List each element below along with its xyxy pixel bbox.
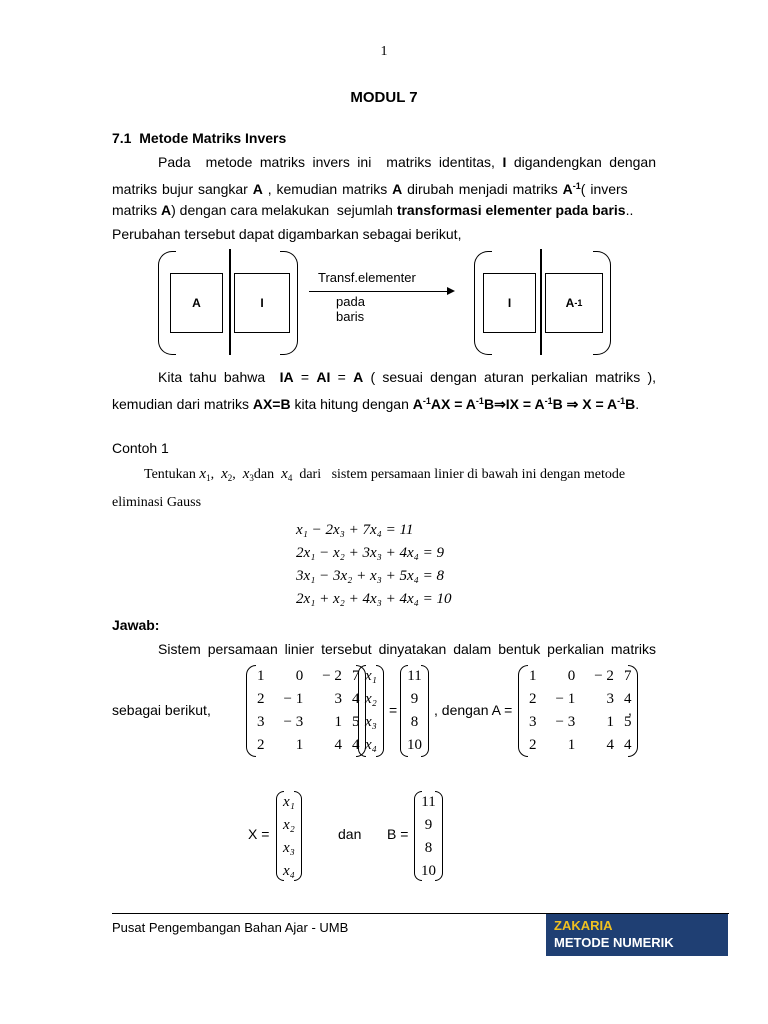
dan-label: dan <box>338 826 362 842</box>
equals-sign: = <box>389 702 398 718</box>
vector-b: 11 9 8 10 <box>414 791 441 883</box>
section-heading: 7.1 Metode Matriks Invers <box>112 130 287 146</box>
intro-line-2: matriks bujur sangkar A , kemudian matriks A dirubah menjadi matriks $A^{-1}$( invers <box>112 181 628 197</box>
contoh-line-1: Tentukan $x_1$, $x_2$, $x_3dan$ $x_4$ dari sistem persamaan linier di bawah ini dengan metode <box>144 466 626 483</box>
divider-line-result <box>540 249 542 355</box>
matrix-a-product: 1 0 − 2 7 2 − 1 3 4 3 − 3 1 5 2 1 4 4 <box>246 665 364 757</box>
badge-author: ZAKARIA <box>554 918 613 933</box>
box-i-result: I <box>483 273 536 333</box>
intro-line-1: Pada metode matriks invers ini matriks identitas, I digandengkan dengan <box>158 154 657 170</box>
box-i: I <box>234 273 290 333</box>
b-label: B = <box>387 826 409 842</box>
equation-2: 2x₁ − x₂ + 3x₃ + 4x₄ = 9 <box>296 545 444 561</box>
equation-4: 2x₁ + x₂ + 4x₃ + 4x₄ = 10 <box>296 591 452 607</box>
jawab-label: Jawab: <box>112 617 160 633</box>
contoh-line-2: eliminasi Gauss <box>112 495 202 510</box>
badge-course: METODE NUMERIK <box>554 935 674 950</box>
equation-3: 3x₁ − 3x₂ + x₃ + 5x₄ = 8 <box>296 568 444 584</box>
page-number: 1 <box>380 44 388 59</box>
module-title: MODUL 7 <box>350 89 418 106</box>
arrow-label-bottom: pada baris <box>336 294 365 324</box>
x-label: X = <box>248 826 270 842</box>
box-a-inverse: A -1 <box>545 273 603 333</box>
matrix-a-definition: 1 0 − 2 7 2 − 1 3 4 3 − 3 1 5 2 1 4 4 <box>518 665 636 757</box>
intro-line-4: Perubahan tersebut dapat digambarkan sebagai berikut, <box>112 226 462 242</box>
vector-b-product: 11 9 8 10 <box>400 665 427 757</box>
left-bracket-close <box>280 251 298 355</box>
jawab-line-2: sebagai berikut, <box>112 702 211 718</box>
kita-line-1: Kita tahu bahwa IA = AI = A ( sesuai dengan aturan perkalian matriks ), <box>158 369 657 385</box>
dengan-label: , dengan A = <box>434 702 513 718</box>
jawab-line-1: Sistem persamaan linier tersebut dinyatakan dalam bentuk perkalian matriks <box>158 641 656 657</box>
right-bracket-close <box>593 251 611 355</box>
vector-x-product: x₁ x₂ x₃ x₄ <box>358 665 382 757</box>
kita-line-2: kemudian dari matriks AX=B kita hitung dengan $A^{-1}AX$ = $A^{-1}B\Rightarrow IX = A^{-1}B$ ⇒ $X = A^{-1}B$. <box>112 396 640 412</box>
contoh-label: Contoh 1 <box>112 440 169 456</box>
footer-badge <box>546 914 728 956</box>
divider-line <box>229 249 231 355</box>
footer-text: Pusat Pengembangan Bahan Ajar - UMB <box>112 920 349 935</box>
trailing-comma: , <box>628 702 632 718</box>
box-a: A <box>170 273 223 333</box>
vector-x: x₁ x₂ x₃ x₄ <box>276 791 300 883</box>
arrow-label-top: Transf.elementer <box>318 270 416 285</box>
intro-line-3: matriks A) dengan cara melakukan sejumlah transformasi elementer pada baris.. <box>112 202 634 218</box>
equation-1: x₁ − 2x₃ + 7x₄ = 11 <box>296 522 414 538</box>
arrow-line <box>309 291 449 292</box>
arrow-head-icon <box>447 287 455 295</box>
